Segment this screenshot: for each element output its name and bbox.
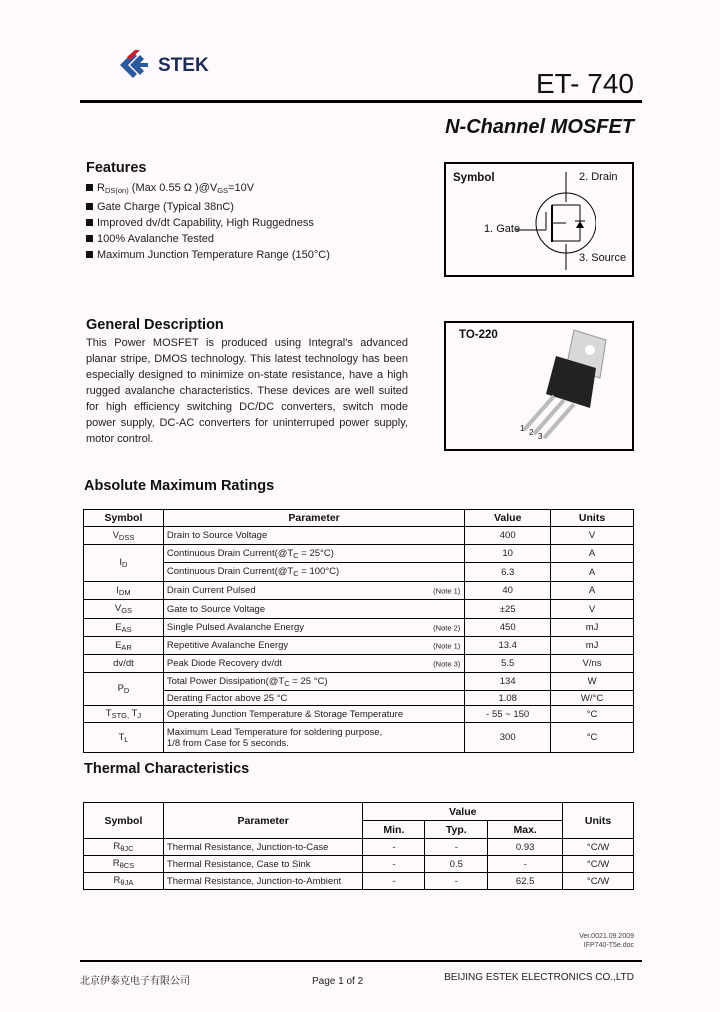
col-symbol: Symbol bbox=[84, 510, 164, 527]
symbol: V bbox=[112, 529, 119, 541]
col-value: Value bbox=[465, 510, 551, 527]
subscript: D bbox=[123, 686, 130, 695]
subscript: AS bbox=[121, 624, 132, 634]
parameter-cell: Thermal Resistance, Case to Sink bbox=[163, 856, 363, 873]
table-row bbox=[84, 545, 634, 563]
part-number: ET- 740 bbox=[535, 68, 634, 99]
col-parameter: Parameter bbox=[163, 803, 363, 839]
symbol: P bbox=[117, 683, 124, 694]
source-label: 3. Source bbox=[579, 252, 627, 264]
abs-max-table bbox=[83, 509, 634, 753]
value-cell: 40 bbox=[465, 582, 551, 600]
feature-text: Improved dv/dt Capability, High Ruggedness bbox=[97, 217, 314, 229]
value-cell: 300 bbox=[465, 723, 551, 753]
unit-cell: A bbox=[551, 545, 634, 563]
symbol-cell bbox=[84, 723, 164, 753]
symbol: dv/dt bbox=[113, 658, 134, 669]
parameter: Repetitive Avalanche Energy bbox=[166, 640, 289, 651]
parameter-cell bbox=[163, 527, 464, 545]
unit-cell: °C bbox=[551, 706, 634, 723]
gate-label: 1. Gate bbox=[484, 223, 521, 235]
symbol: R bbox=[112, 858, 120, 869]
subscript: θJC bbox=[120, 844, 134, 853]
feature-text: Gate Charge (Typical 38nC) bbox=[97, 201, 234, 213]
value-cell: - 55 ~ 150 bbox=[465, 706, 551, 723]
parameter-cell bbox=[163, 706, 464, 723]
parameter-cell bbox=[163, 600, 464, 619]
subscript: AR bbox=[121, 642, 132, 652]
footer-divider bbox=[80, 960, 642, 962]
col-max: Max. bbox=[488, 821, 563, 839]
note: (Note 2) bbox=[433, 623, 461, 632]
value-cell: 10 bbox=[465, 545, 551, 563]
typ-cell: 0.5 bbox=[425, 856, 488, 873]
value-cell: 13.4 bbox=[465, 637, 551, 655]
note: (Note 3) bbox=[433, 659, 461, 668]
mosfet-symbol-icon bbox=[516, 172, 596, 272]
version-text: Ver.0021.09.2009 bbox=[579, 933, 634, 940]
symbol: R bbox=[113, 841, 121, 852]
subscript: DM bbox=[118, 587, 131, 597]
feature-text: =10V bbox=[228, 182, 255, 194]
abs-max-heading: Absolute Maximum Ratings bbox=[84, 478, 275, 494]
subscript: C bbox=[284, 678, 290, 688]
value-cell: 1.08 bbox=[465, 691, 551, 706]
company-en: BEIJING ESTEK ELECTRONICS CO.,LTD bbox=[444, 972, 634, 983]
value-cell: ±25 bbox=[465, 600, 551, 619]
table-row bbox=[84, 563, 634, 582]
subscript: C bbox=[293, 550, 299, 560]
company-cn: 北京伊泰克电子有限公司 bbox=[80, 976, 190, 987]
col-units: Units bbox=[563, 803, 634, 839]
symbol-cell bbox=[84, 582, 164, 600]
max-cell: - bbox=[488, 856, 563, 873]
table-row bbox=[84, 673, 634, 691]
feature-item bbox=[86, 199, 330, 215]
drain-label: 2. Drain bbox=[579, 171, 618, 183]
header-divider bbox=[80, 100, 642, 103]
feature-item bbox=[86, 231, 330, 247]
unit-cell: V/ns bbox=[551, 655, 634, 673]
unit-cell: °C/W bbox=[563, 856, 634, 873]
value-cell: 134 bbox=[465, 673, 551, 691]
parameter-cell bbox=[163, 563, 464, 582]
subscript: θJA bbox=[120, 878, 134, 887]
thermal-heading: Thermal Characteristics bbox=[84, 761, 250, 777]
device-type: N-Channel MOSFET bbox=[445, 116, 634, 138]
logo bbox=[118, 48, 156, 87]
symbol-cell bbox=[84, 706, 164, 723]
value-cell: 6.3 bbox=[465, 563, 551, 582]
subscript: C bbox=[293, 569, 299, 578]
value-cell: 5.5 bbox=[465, 655, 551, 673]
symbol: T bbox=[105, 708, 112, 719]
table-row bbox=[84, 619, 634, 637]
unit-cell: mJ bbox=[551, 619, 634, 637]
symbol-cell bbox=[84, 856, 164, 873]
value-cell: 400 bbox=[465, 527, 551, 545]
symbol-cell bbox=[84, 527, 164, 545]
subscript: L bbox=[124, 734, 129, 744]
subscript: GS bbox=[121, 606, 133, 615]
feature-text: (Max 0.55 Ω )@V bbox=[128, 182, 218, 194]
symbol-cell bbox=[84, 655, 164, 673]
unit-cell: A bbox=[551, 563, 634, 582]
parameter: Continuous Drain Current(@T bbox=[166, 566, 294, 577]
symbol-cell bbox=[84, 839, 164, 856]
parameter-cell bbox=[163, 655, 464, 673]
unit-cell: A bbox=[551, 582, 634, 600]
table-row bbox=[84, 600, 634, 619]
table-row bbox=[84, 723, 634, 753]
feature-text: R bbox=[97, 182, 105, 194]
subscript: J bbox=[137, 711, 142, 720]
typ-cell: - bbox=[425, 839, 488, 856]
subscript: DS(on) bbox=[104, 186, 129, 195]
package-box bbox=[444, 321, 634, 451]
parameter: Gate to Source Voltage bbox=[166, 603, 266, 615]
parameter-cell bbox=[163, 619, 464, 637]
feature-item bbox=[86, 247, 330, 263]
symbol: E bbox=[115, 621, 122, 633]
table-row bbox=[84, 691, 634, 706]
symbol-cell bbox=[84, 600, 164, 619]
parameter: = 100°C) bbox=[298, 566, 340, 577]
unit-cell: °C/W bbox=[563, 873, 634, 890]
symbol: E bbox=[115, 639, 122, 651]
unit-cell: V bbox=[551, 527, 634, 545]
parameter-cell bbox=[163, 723, 464, 753]
symbol: V bbox=[114, 603, 122, 614]
parameter-cell: Thermal Resistance, Junction-to-Case bbox=[163, 839, 363, 856]
symbol: T bbox=[118, 731, 125, 743]
parameter-cell: Thermal Resistance, Junction-to-Ambient bbox=[163, 873, 363, 890]
unit-cell: W/°C bbox=[551, 691, 634, 706]
unit-cell: °C bbox=[551, 723, 634, 753]
symbol-cell bbox=[84, 673, 164, 706]
page-number: Page 1 of 2 bbox=[312, 976, 364, 987]
feature-item bbox=[86, 180, 330, 199]
typ-cell: - bbox=[425, 873, 488, 890]
parameter: Continuous Drain Current(@T bbox=[166, 547, 294, 559]
col-min: Min. bbox=[363, 821, 425, 839]
table-row bbox=[84, 856, 634, 873]
subscript: DSS bbox=[118, 532, 135, 542]
parameter: 1/8 from Case for 5 seconds. bbox=[166, 737, 289, 749]
col-typ: Typ. bbox=[425, 821, 488, 839]
symbol: R bbox=[113, 875, 121, 886]
feature-text: Maximum Junction Temperature Range (150°C) bbox=[97, 249, 330, 261]
col-parameter: Parameter bbox=[163, 510, 464, 527]
description-heading: General Description bbox=[86, 317, 224, 333]
logo-text: STEK bbox=[158, 55, 209, 76]
min-cell: - bbox=[363, 873, 425, 890]
unit-cell: W bbox=[551, 673, 634, 691]
symbol-cell bbox=[84, 619, 164, 637]
unit-cell: °C/W bbox=[563, 839, 634, 856]
features-heading: Features bbox=[86, 160, 147, 176]
table-row bbox=[84, 582, 634, 600]
symbol: T bbox=[129, 708, 138, 719]
table-row bbox=[84, 706, 634, 723]
parameter: = 25°C) bbox=[298, 547, 334, 559]
col-symbol: Symbol bbox=[84, 803, 164, 839]
package-title: TO-220 bbox=[459, 329, 498, 341]
note: (Note 1) bbox=[433, 641, 461, 650]
col-value: Value bbox=[363, 803, 563, 821]
unit-cell: mJ bbox=[551, 637, 634, 655]
parameter-cell bbox=[163, 691, 464, 706]
table-row bbox=[84, 527, 634, 545]
symbol: I bbox=[116, 584, 119, 596]
parameter: Single Pulsed Avalanche Energy bbox=[166, 622, 305, 633]
subscript: GS bbox=[217, 186, 229, 195]
max-cell: 62.5 bbox=[488, 873, 563, 890]
table-row bbox=[84, 839, 634, 856]
symbol-title: Symbol bbox=[453, 172, 495, 184]
parameter-cell bbox=[163, 673, 464, 691]
symbol-cell bbox=[84, 637, 164, 655]
symbol-cell bbox=[84, 545, 164, 582]
table-row bbox=[84, 637, 634, 655]
subscript: D bbox=[122, 560, 128, 569]
pin-2-label: 2 bbox=[529, 428, 534, 437]
parameter: Drain Current Pulsed bbox=[166, 585, 256, 596]
value-cell: 450 bbox=[465, 619, 551, 637]
doc-name: IFP740-T5e.doc bbox=[583, 942, 634, 949]
parameter: Drain to Source Voltage bbox=[166, 530, 268, 541]
parameter-cell bbox=[163, 545, 464, 563]
thermal-table bbox=[83, 802, 634, 890]
parameter: = 25 °C) bbox=[289, 675, 328, 687]
min-cell: - bbox=[363, 856, 425, 873]
features-list bbox=[86, 180, 330, 263]
parameter: Maximum Lead Temperature for soldering purpose, bbox=[166, 726, 383, 738]
parameter-cell bbox=[163, 582, 464, 600]
symbol-box bbox=[444, 162, 634, 277]
parameter: Total Power Dissipation(@T bbox=[166, 675, 285, 687]
col-units: Units bbox=[551, 510, 634, 527]
subscript: STG, bbox=[111, 711, 130, 720]
unit-cell: V bbox=[551, 600, 634, 619]
parameter: Derating Factor above 25 °C bbox=[166, 692, 288, 704]
max-cell: 0.93 bbox=[488, 839, 563, 856]
parameter-cell bbox=[163, 637, 464, 655]
pin-3-label: 3 bbox=[538, 432, 543, 441]
parameter: Peak Diode Recovery dv/dt bbox=[166, 658, 283, 669]
min-cell: - bbox=[363, 839, 425, 856]
symbol: I bbox=[119, 557, 123, 568]
table-row bbox=[84, 873, 634, 890]
subscript: θCS bbox=[119, 861, 135, 870]
feature-text: 100% Avalanche Tested bbox=[97, 233, 215, 245]
parameter: Operating Junction Temperature & Storage Temperature bbox=[166, 708, 404, 720]
note: (Note 1) bbox=[433, 586, 461, 595]
table-row bbox=[84, 655, 634, 673]
symbol-cell bbox=[84, 873, 164, 890]
pin-1-label: 1 bbox=[520, 424, 525, 433]
description-text: This Power MOSFET is produced using Integral's advanced planar stripe, DMOS technology. This latest technology has been especially designed to minimize on-state resistance, have a high rugged avalanche characteristics. These devices are well suited for high efficiency switching DC/DC converters, switch mode power supply, DC-AC converters for uninterruped power supply, motor control. bbox=[86, 337, 408, 445]
feature-item bbox=[86, 215, 330, 231]
